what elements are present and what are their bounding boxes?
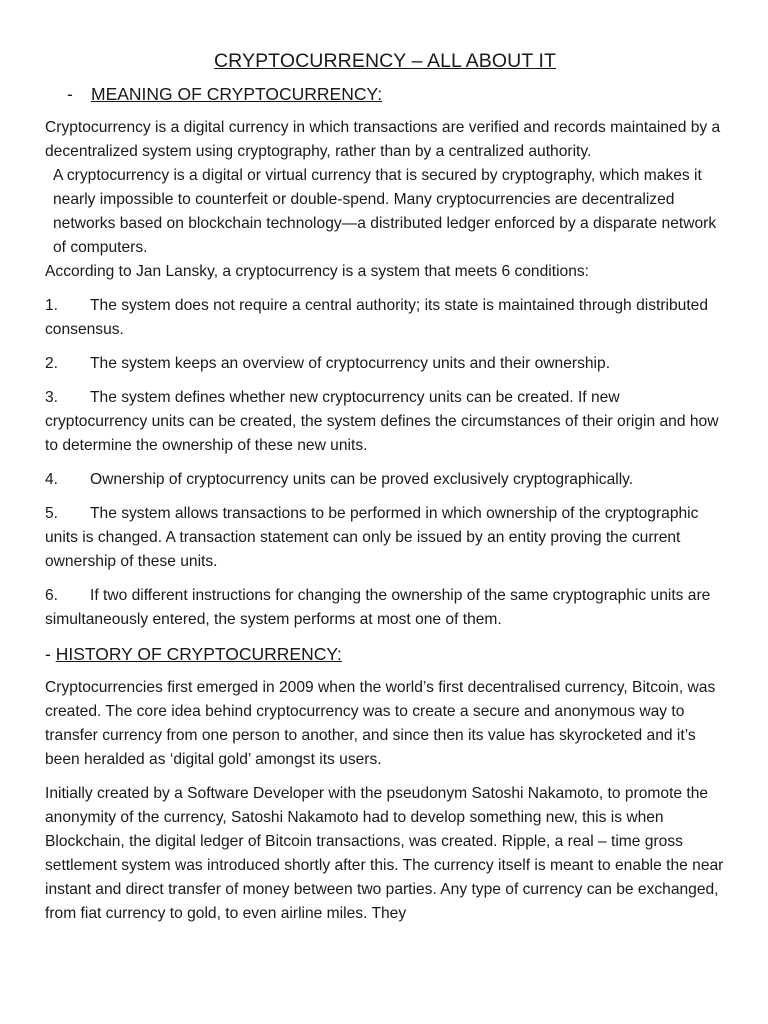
conditions-list (45, 294, 725, 632)
intro-paragraph-1: Cryptocurrency is a digital currency in which transactions are verified and records maintained by a decentralized system using cryptography, rather than by a centralized authority. (45, 119, 721, 160)
list-item (45, 468, 725, 492)
history-heading-text: HISTORY OF CRYPTOCURRENCY: (55, 644, 342, 664)
list-number: 4. (45, 471, 59, 488)
list-text: The system defines whether new cryptocurrency units can be created. If new cryptocurrency units can be created, the system defines the circumstances of their origin and how to determine the ownership of these new units. (45, 389, 719, 454)
document-title: CRYPTOCURRENCY – ALL ABOUT IT (213, 50, 557, 72)
list-number: 6. (45, 587, 59, 604)
list-item (45, 584, 725, 632)
heading-dash: - (45, 644, 51, 664)
list-item (45, 502, 725, 574)
list-text: If two different instructions for changing the ownership of the same cryptographic units are simultaneously entered, the system performs at most one of them. (45, 587, 711, 628)
list-number: 3. (45, 389, 59, 406)
list-item (45, 294, 725, 342)
list-number: 1. (45, 297, 59, 314)
history-heading (45, 642, 725, 666)
history-paragraph-1: Cryptocurrencies first emerged in 2009 when the world’s first decentralised currency, Bitcoin, was created. The core idea behind cryptocurrency was to create a secure and anonymous way to transfer currency from one person to another, and since then its value has skyrocketed and it’s been heralded as ‘digital gold’ amongst its users. (45, 679, 716, 768)
list-number: 2. (45, 355, 59, 372)
meaning-heading (67, 82, 725, 106)
list-number: 5. (45, 505, 59, 522)
list-text: The system keeps an overview of cryptocurrency units and their ownership. (90, 355, 611, 372)
list-text: The system does not require a central authority; its state is maintained through distributed consensus. (45, 297, 709, 338)
meaning-heading-text: MEANING OF CRYPTOCURRENCY: (91, 84, 383, 104)
intro-paragraph-2: A cryptocurrency is a digital or virtual currency that is secured by cryptography, which makes it nearly impossible to counterfeit or double-spend. Many cryptocurrencies are decentralized networks based on blockchain technology—a distributed ledger enforced by a disparate network of computers. (53, 167, 717, 256)
list-item (45, 386, 725, 458)
history-paragraph-2: Initially created by a Software Developer with the pseudonym Satoshi Nakamoto, to promote the anonymity of the currency, Satoshi Nakamoto had to develop something new, this is when Blockchain, the digital ledger of Bitcoin transactions, was created. Ripple, a real – time gross settlement system was introduced shortly after this. The currency itself is meant to enable the near instant and direct transfer of money between two parties. Any type of currency can be exchanged, from fiat currency to gold, to even airline miles. They (45, 785, 724, 922)
list-text: The system allows transactions to be performed in which ownership of the cryptographic units is changed. A transaction statement can only be issued by an entity proving the current ownership of these units. (45, 505, 699, 570)
meaning-intro (45, 116, 725, 284)
document-page (45, 48, 725, 936)
list-item (45, 352, 725, 376)
heading-dash: - (67, 84, 73, 104)
list-text: Ownership of cryptocurrency units can be proved exclusively cryptographically. (90, 471, 634, 488)
intro-paragraph-3: According to Jan Lansky, a cryptocurrency is a system that meets 6 conditions: (45, 263, 590, 280)
